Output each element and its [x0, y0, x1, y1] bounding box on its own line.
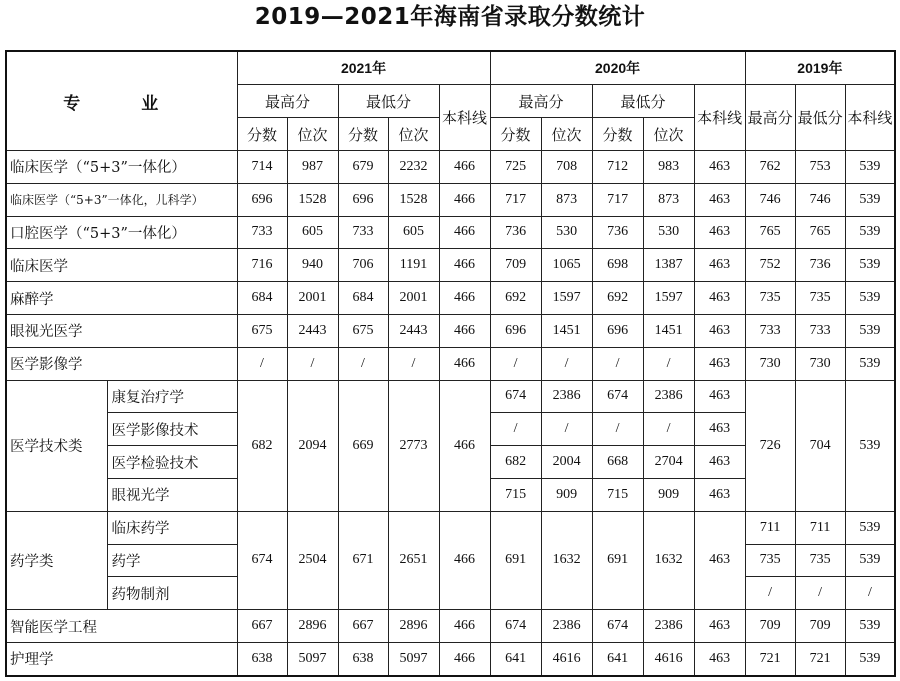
cell: 733 — [237, 216, 287, 249]
rank-header: 位次 — [541, 118, 592, 151]
table-row — [6, 610, 895, 643]
major-name: 口腔医学（“5+3”一体化） — [6, 216, 237, 249]
sub-major-name: 药学 — [107, 544, 237, 577]
cell: 668 — [592, 446, 643, 479]
cell: 712 — [592, 151, 643, 184]
major-name: 医学影像学 — [6, 347, 237, 380]
cell: 709 — [745, 610, 795, 643]
cell: 717 — [592, 183, 643, 216]
cell: 2094 — [287, 380, 338, 511]
sub-major-name: 康复治疗学 — [107, 380, 237, 413]
cell: 762 — [745, 151, 795, 184]
cell: 709 — [490, 249, 541, 282]
line-header: 本科线 — [439, 85, 490, 151]
cell: 696 — [490, 314, 541, 347]
cell: 736 — [795, 249, 845, 282]
cell: 530 — [541, 216, 592, 249]
line-header: 本科线 — [845, 85, 895, 151]
cell: 463 — [694, 314, 745, 347]
min-score-header: 最低分 — [795, 85, 845, 151]
cell: 638 — [338, 642, 388, 675]
sub-major-name: 临床药学 — [107, 511, 237, 544]
cell: 1191 — [388, 249, 439, 282]
cell: 1528 — [287, 183, 338, 216]
cell: 466 — [439, 249, 490, 282]
cell: 463 — [694, 446, 745, 479]
cell: 2773 — [388, 380, 439, 511]
cell: 736 — [592, 216, 643, 249]
cell: 466 — [439, 642, 490, 675]
cell: 2001 — [287, 282, 338, 315]
cell: 714 — [237, 151, 287, 184]
cell: 5097 — [388, 642, 439, 675]
cell: 733 — [338, 216, 388, 249]
cell: / — [338, 347, 388, 380]
cell: 2651 — [388, 511, 439, 609]
cell: 711 — [745, 511, 795, 544]
cell: 466 — [439, 347, 490, 380]
cell: 711 — [795, 511, 845, 544]
cell: 753 — [795, 151, 845, 184]
cell: 765 — [795, 216, 845, 249]
cell: 539 — [845, 183, 895, 216]
cell: 539 — [845, 544, 895, 577]
cell: 671 — [338, 511, 388, 609]
cell: / — [541, 347, 592, 380]
rank-header: 位次 — [643, 118, 694, 151]
table-row — [6, 183, 895, 216]
cell: 730 — [745, 347, 795, 380]
cell: 466 — [439, 282, 490, 315]
cell: 463 — [694, 216, 745, 249]
cell: 2504 — [287, 511, 338, 609]
cell: 4616 — [643, 642, 694, 675]
cell: 466 — [439, 216, 490, 249]
cell: 463 — [694, 610, 745, 643]
year-2019-header: 2019年 — [745, 51, 895, 85]
major-name: 麻醉学 — [6, 282, 237, 315]
cell: 667 — [237, 610, 287, 643]
cell: 539 — [845, 249, 895, 282]
cell: 679 — [338, 151, 388, 184]
table-row — [6, 216, 895, 249]
cell: 735 — [795, 282, 845, 315]
cell: 2443 — [388, 314, 439, 347]
cell: 746 — [745, 183, 795, 216]
major-name: 临床医学 — [6, 249, 237, 282]
major-name: 护理学 — [6, 642, 237, 675]
cell: 691 — [490, 511, 541, 609]
cell: 466 — [439, 380, 490, 511]
cell: 674 — [592, 380, 643, 413]
cell: 539 — [845, 151, 895, 184]
cell: 2386 — [643, 610, 694, 643]
sub-major-name: 药物制剂 — [107, 577, 237, 610]
cell: 1597 — [541, 282, 592, 315]
cell: 641 — [592, 642, 643, 675]
cell: 638 — [237, 642, 287, 675]
cell: 715 — [490, 478, 541, 511]
cell: 669 — [338, 380, 388, 511]
cell: 466 — [439, 151, 490, 184]
cell: 698 — [592, 249, 643, 282]
min-score-header: 最低分 — [338, 85, 439, 118]
cell: 463 — [694, 249, 745, 282]
cell: 696 — [338, 183, 388, 216]
major-name: 临床医学（“5+3”一体化） — [6, 151, 237, 184]
cell: 530 — [643, 216, 694, 249]
cell: 704 — [795, 380, 845, 511]
cell: / — [388, 347, 439, 380]
cell: 463 — [694, 347, 745, 380]
table-row — [6, 511, 895, 544]
table-row — [6, 314, 895, 347]
max-score-header: 最高分 — [745, 85, 795, 151]
cell: 909 — [643, 478, 694, 511]
cell: 684 — [338, 282, 388, 315]
cell: 466 — [439, 183, 490, 216]
table-row — [6, 380, 895, 413]
cell: 691 — [592, 511, 643, 609]
cell: 466 — [439, 314, 490, 347]
score-header: 分数 — [338, 118, 388, 151]
cell: 987 — [287, 151, 338, 184]
cell: 675 — [338, 314, 388, 347]
cell: 463 — [694, 478, 745, 511]
sub-major-name: 医学检验技术 — [107, 446, 237, 479]
cell: 730 — [795, 347, 845, 380]
cell: 674 — [490, 380, 541, 413]
cell: 539 — [845, 610, 895, 643]
max-score-header: 最高分 — [237, 85, 338, 118]
cell: 5097 — [287, 642, 338, 675]
major-name: 智能医学工程 — [6, 610, 237, 643]
year-2021-header: 2021年 — [237, 51, 490, 85]
cell: 2386 — [541, 610, 592, 643]
cell: 2386 — [541, 380, 592, 413]
cell: 765 — [745, 216, 795, 249]
cell: / — [237, 347, 287, 380]
cell: 696 — [592, 314, 643, 347]
cell: 726 — [745, 380, 795, 511]
cell: 752 — [745, 249, 795, 282]
cell: 466 — [439, 511, 490, 609]
major-header: 专 业 — [6, 51, 237, 151]
group-name: 医学技术类 — [6, 380, 107, 511]
cell: 909 — [541, 478, 592, 511]
cell: 641 — [490, 642, 541, 675]
cell: 735 — [745, 544, 795, 577]
cell: 1597 — [643, 282, 694, 315]
table-row — [6, 347, 895, 380]
cell: 709 — [795, 610, 845, 643]
page-title: 2019—2021年海南省录取分数统计 — [254, 4, 646, 30]
cell: 2232 — [388, 151, 439, 184]
cell: 735 — [745, 282, 795, 315]
cell: 466 — [439, 610, 490, 643]
cell: 539 — [845, 314, 895, 347]
table-row — [6, 282, 895, 315]
min-score-header: 最低分 — [592, 85, 694, 118]
cell: 605 — [388, 216, 439, 249]
cell: 2704 — [643, 446, 694, 479]
cell: 1451 — [643, 314, 694, 347]
cell: 708 — [541, 151, 592, 184]
cell: 692 — [592, 282, 643, 315]
score-header: 分数 — [490, 118, 541, 151]
rank-header: 位次 — [388, 118, 439, 151]
sub-major-name: 医学影像技术 — [107, 413, 237, 446]
score-header: 分数 — [592, 118, 643, 151]
cell: 735 — [795, 544, 845, 577]
cell: 682 — [237, 380, 287, 511]
table-row — [6, 151, 895, 184]
cell: 715 — [592, 478, 643, 511]
cell: 684 — [237, 282, 287, 315]
line-header: 本科线 — [694, 85, 745, 151]
cell: 463 — [694, 642, 745, 675]
cell: 1065 — [541, 249, 592, 282]
cell: 2896 — [388, 610, 439, 643]
cell: 675 — [237, 314, 287, 347]
cell: / — [643, 347, 694, 380]
cell: 539 — [845, 282, 895, 315]
cell: 682 — [490, 446, 541, 479]
cell: 1528 — [388, 183, 439, 216]
cell: 463 — [694, 413, 745, 446]
cell: 463 — [694, 511, 745, 609]
cell: 692 — [490, 282, 541, 315]
cell: 717 — [490, 183, 541, 216]
cell: / — [592, 413, 643, 446]
cell: 1632 — [541, 511, 592, 609]
cell: 983 — [643, 151, 694, 184]
cell: 539 — [845, 642, 895, 675]
cell: 1387 — [643, 249, 694, 282]
cell: 721 — [795, 642, 845, 675]
cell: / — [745, 577, 795, 610]
cell: 736 — [490, 216, 541, 249]
cell: 539 — [845, 380, 895, 511]
cell: / — [541, 413, 592, 446]
cell: / — [592, 347, 643, 380]
major-name: 眼视光医学 — [6, 314, 237, 347]
score-header: 分数 — [237, 118, 287, 151]
cell: 696 — [237, 183, 287, 216]
cell: 716 — [237, 249, 287, 282]
cell: 2443 — [287, 314, 338, 347]
cell: 1451 — [541, 314, 592, 347]
cell: 2001 — [388, 282, 439, 315]
cell: 873 — [541, 183, 592, 216]
cell: 1632 — [643, 511, 694, 609]
cell: / — [795, 577, 845, 610]
cell: 667 — [338, 610, 388, 643]
cell: / — [490, 413, 541, 446]
year-2020-header: 2020年 — [490, 51, 745, 85]
major-name: 临床医学（“5+3”一体化，儿科学） — [6, 183, 237, 216]
cell: 463 — [694, 380, 745, 413]
cell: 4616 — [541, 642, 592, 675]
admission-score-table — [5, 50, 896, 677]
sub-major-name: 眼视光学 — [107, 478, 237, 511]
rank-header: 位次 — [287, 118, 338, 151]
cell: 2386 — [643, 380, 694, 413]
cell: 725 — [490, 151, 541, 184]
cell: 746 — [795, 183, 845, 216]
cell: / — [845, 577, 895, 610]
cell: 463 — [694, 282, 745, 315]
group-name: 药学类 — [6, 511, 107, 609]
table-row — [6, 642, 895, 675]
cell: 2896 — [287, 610, 338, 643]
cell: 539 — [845, 511, 895, 544]
cell: 674 — [490, 610, 541, 643]
cell: 463 — [694, 151, 745, 184]
cell: 721 — [745, 642, 795, 675]
cell: 674 — [592, 610, 643, 643]
cell: 674 — [237, 511, 287, 609]
cell: 940 — [287, 249, 338, 282]
cell: / — [490, 347, 541, 380]
cell: 539 — [845, 216, 895, 249]
max-score-header: 最高分 — [490, 85, 592, 118]
cell: 733 — [795, 314, 845, 347]
table-row — [6, 249, 895, 282]
cell: 733 — [745, 314, 795, 347]
cell: / — [643, 413, 694, 446]
cell: 463 — [694, 183, 745, 216]
cell: 706 — [338, 249, 388, 282]
cell: 2004 — [541, 446, 592, 479]
cell: 873 — [643, 183, 694, 216]
cell: 539 — [845, 347, 895, 380]
cell: 605 — [287, 216, 338, 249]
cell: / — [287, 347, 338, 380]
